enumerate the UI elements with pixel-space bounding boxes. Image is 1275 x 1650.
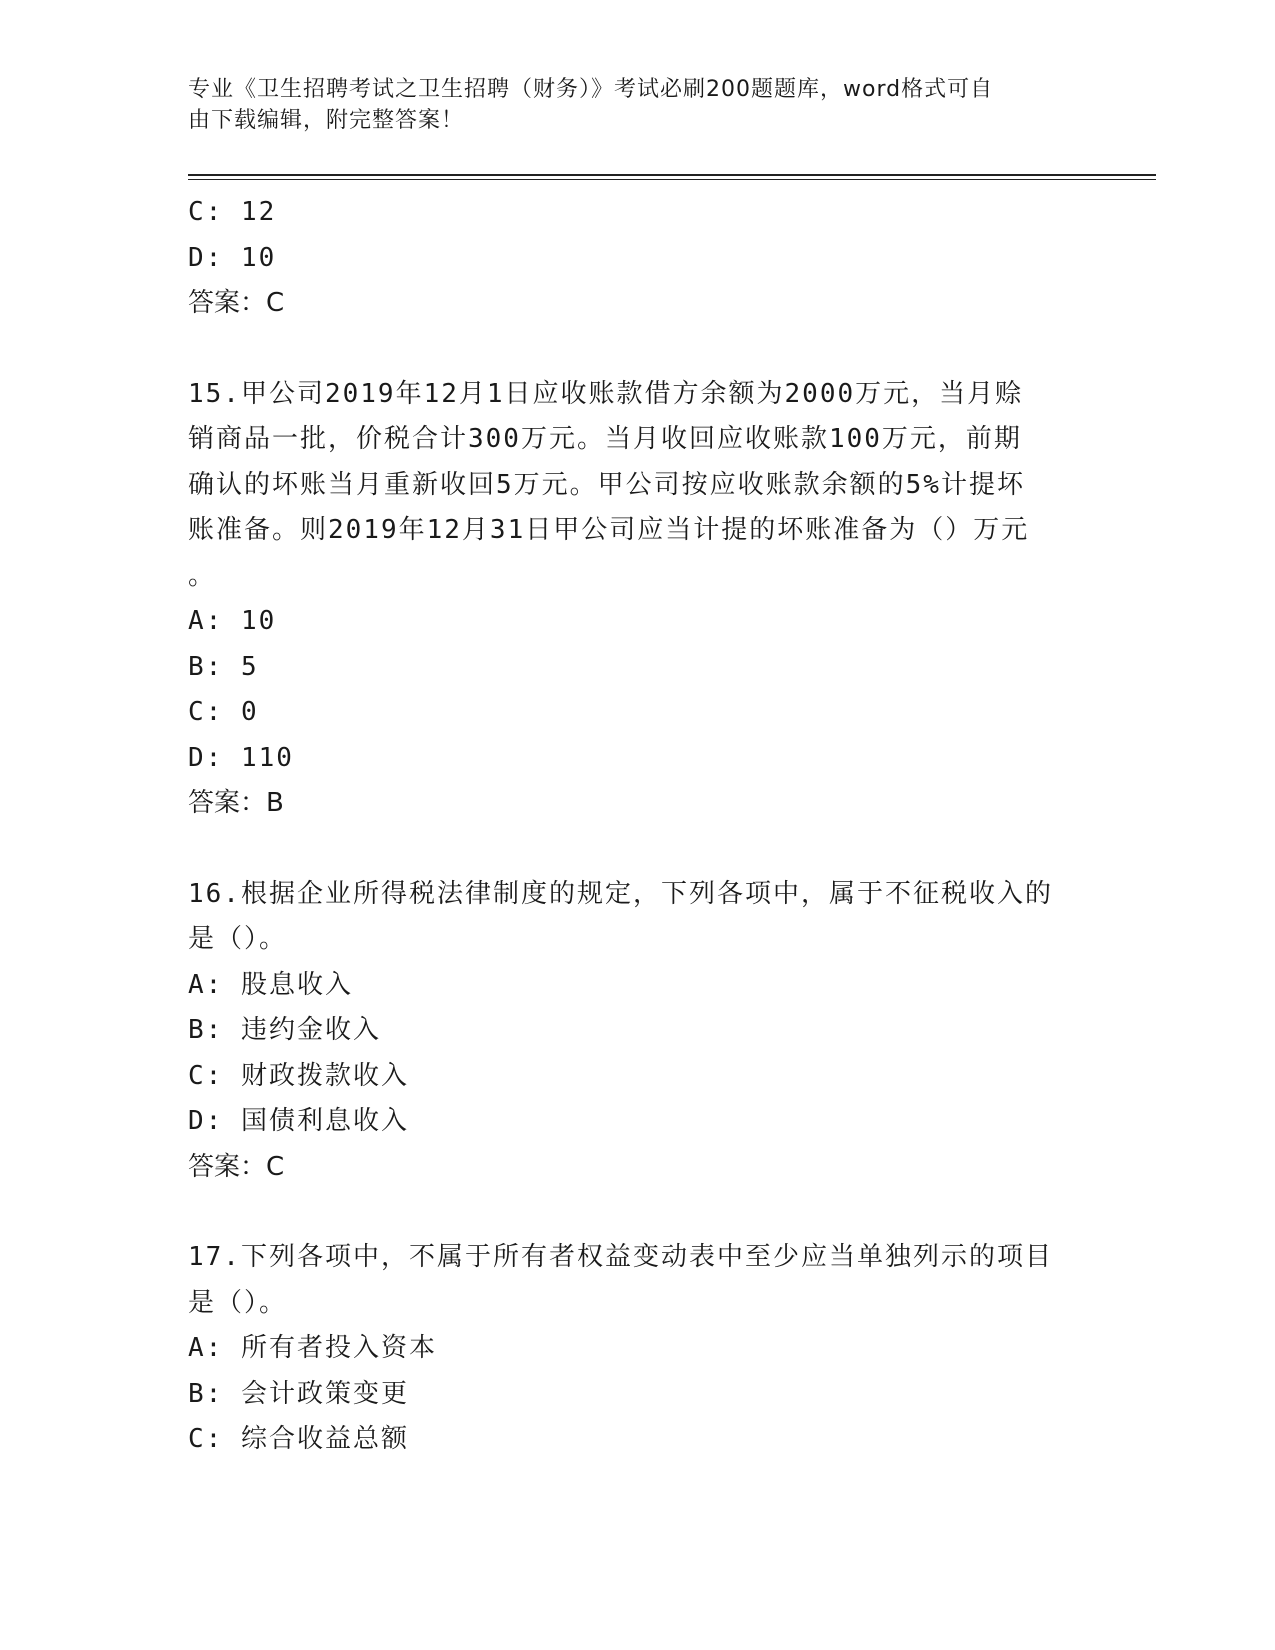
- question-text-line: 。: [188, 560, 217, 591]
- option-c: [188, 690, 1068, 736]
- option-key: A:: [188, 1333, 224, 1363]
- question-text-line: 是（）。: [188, 924, 288, 954]
- option-text: 10: [240, 606, 277, 636]
- option-c: [188, 190, 1068, 236]
- option-key: D:: [188, 242, 224, 273]
- option-key: B:: [188, 1378, 224, 1409]
- answer-line: 答案：B: [188, 788, 284, 818]
- question-text-line: 17.下列各项中，不属于所有者权益变动表中至少应当单独列示的项目: [188, 1242, 1053, 1272]
- question-15: [188, 372, 1068, 827]
- answer-line: 答案：C: [188, 1151, 285, 1182]
- option-text: 所有者投入资本: [240, 1333, 437, 1363]
- option-text: 10: [240, 242, 277, 273]
- document-header: [188, 74, 1058, 136]
- option-b: [188, 1372, 1068, 1418]
- question-text-line: 16.根据企业所得税法律制度的规定，下列各项中，属于不征税收入的: [188, 878, 1053, 909]
- header-line-2: 由下载编辑，附完整答案！: [188, 108, 465, 133]
- option-key: D:: [188, 742, 224, 773]
- question-17: [188, 1235, 1068, 1463]
- option-text: 违约金收入: [240, 1015, 381, 1045]
- option-text: 12: [240, 197, 277, 227]
- option-text: 综合收益总额: [240, 1424, 409, 1454]
- option-text: 0: [240, 697, 259, 727]
- question-text-line: 15.甲公司2019年12月1日应收账款借方余额为2000万元，当月赊: [188, 378, 1024, 409]
- question-text-line: 是（）。: [188, 1287, 288, 1318]
- option-text: 股息收入: [240, 969, 353, 1000]
- option-b: [188, 645, 1068, 691]
- answer-line: 答案：C: [188, 288, 285, 318]
- option-text: 财政拨款收入: [240, 1060, 409, 1091]
- option-a: [188, 963, 1068, 1009]
- question-text-line: 账准备。则2019年12月31日甲公司应当计提的坏账准备为（）万元: [188, 515, 1030, 545]
- option-key: C:: [188, 1060, 224, 1091]
- option-key: D:: [188, 1106, 224, 1136]
- option-text: 5: [240, 651, 259, 682]
- option-key: A:: [188, 969, 224, 1000]
- option-c: [188, 1417, 1068, 1463]
- question-text: [188, 1235, 1068, 1326]
- header-divider-thick: [188, 174, 1156, 176]
- question-text-line: 确认的坏账当月重新收回5万元。甲公司按应收账款余额的5%计提坏: [188, 469, 1025, 500]
- option-key: C:: [188, 197, 224, 227]
- question-list: [188, 190, 1068, 1463]
- option-a: [188, 1326, 1068, 1372]
- option-text: 国债利息收入: [240, 1106, 409, 1136]
- spacer: [188, 327, 1068, 372]
- option-key: B:: [188, 1015, 224, 1045]
- spacer: [188, 1190, 1068, 1235]
- option-b: [188, 1008, 1068, 1054]
- question-text-line: 销商品一批，价税合计300万元。当月收回应收账款100万元，前期: [188, 424, 1022, 454]
- header-line-1: 专业《卫生招聘考试之卫生招聘（财务）》考试必刷200题题库，word格式可自: [188, 77, 994, 102]
- question-16: [188, 872, 1068, 1191]
- spacer: [188, 827, 1068, 872]
- option-key: C:: [188, 697, 224, 727]
- option-key: A:: [188, 606, 224, 636]
- question-14-tail: [188, 190, 1068, 327]
- option-d: [188, 736, 1068, 782]
- option-text: 110: [240, 742, 294, 773]
- header-divider-thin: [188, 179, 1156, 180]
- option-d: [188, 236, 1068, 282]
- option-key: B:: [188, 651, 224, 682]
- option-a: [188, 599, 1068, 645]
- option-c: [188, 1054, 1068, 1100]
- question-text: [188, 872, 1068, 963]
- option-text: 会计政策变更: [240, 1378, 409, 1409]
- question-text: [188, 372, 1068, 600]
- option-key: C:: [188, 1424, 224, 1454]
- option-d: [188, 1099, 1068, 1145]
